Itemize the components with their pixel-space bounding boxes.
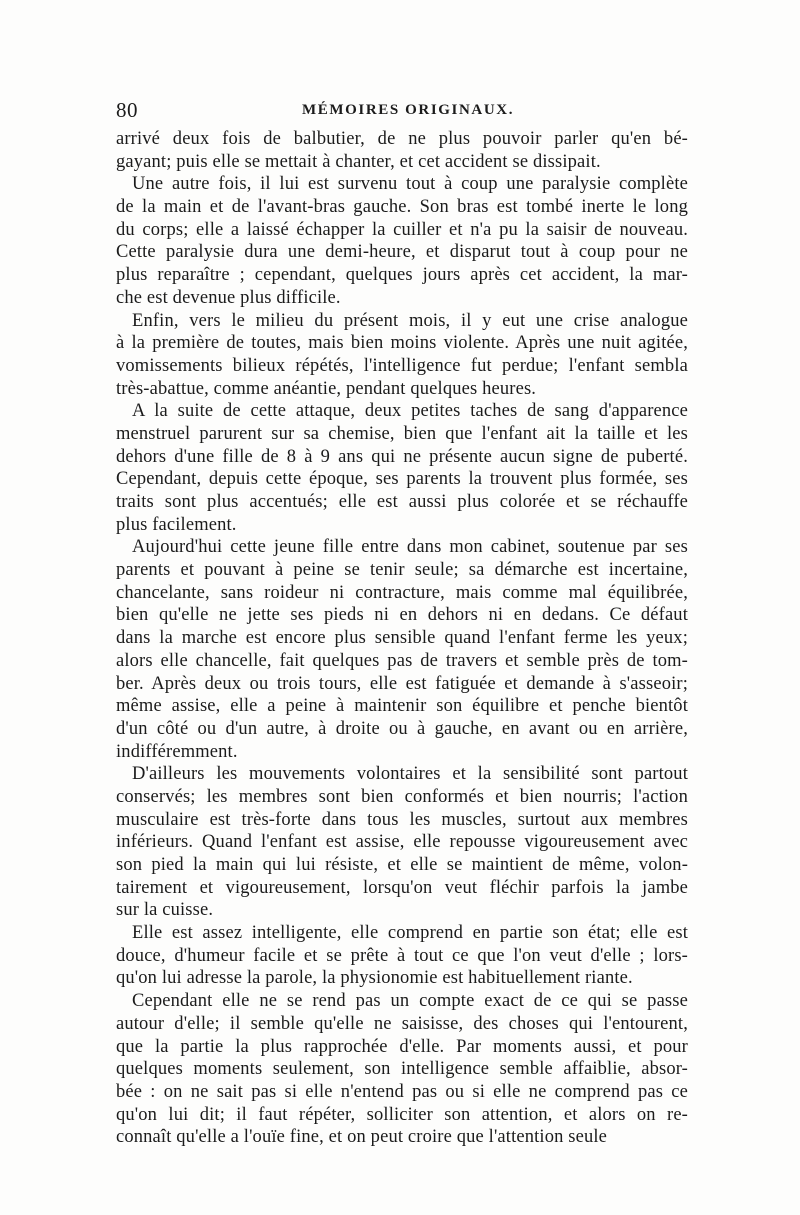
text-line: qu'on lui dit; il faut répéter, solliciter son attention, et alors on re-: [116, 1104, 688, 1125]
text-line: musculaire est très-forte dans tous les muscles, surtout aux membres: [116, 809, 688, 830]
text-line: du corps; elle a laissé échapper la cuiller et n'a pu la saisir de nouveau.: [116, 219, 688, 240]
text-line: inférieurs. Quand l'enfant est assise, elle repousse vigoureusement avec: [116, 832, 688, 853]
paragraph: [116, 400, 688, 536]
paragraph: [116, 922, 688, 990]
text-line: douce, d'humeur facile et se prête à tout ce que l'on veut d'elle ; lors-: [116, 945, 688, 966]
text-line: gayant; puis elle se mettait à chanter, et cet accident se dissipait.: [116, 151, 601, 172]
paragraph: [116, 310, 688, 401]
text-line: à la première de toutes, mais bien moins violente. Après une nuit agitée,: [116, 333, 688, 354]
text-line: Cependant elle ne se rend pas un compte exact de ce qui se passe: [132, 991, 688, 1012]
body-text: [116, 128, 688, 1149]
text-line: A la suite de cette attaque, deux petites taches de sang d'apparence: [132, 401, 688, 422]
text-line: chancelante, sans roideur ni contracture, mais comme mal équilibrée,: [116, 582, 688, 603]
paragraph: [116, 763, 688, 922]
running-head: MÉMOIRES ORIGINAUX.: [302, 102, 515, 118]
page-number: 80: [116, 98, 138, 122]
text-line: Cependant, depuis cette époque, ses parents la trouvent plus formée, ses: [116, 469, 688, 490]
paragraph: [116, 128, 688, 173]
text-line: che est devenue plus difficile.: [116, 287, 341, 308]
paragraph: [116, 173, 688, 309]
text-line: Elle est assez intelligente, elle comprend en partie son état; elle est: [132, 923, 688, 944]
text-line: d'un côté ou d'un autre, à droite ou à gauche, en avant ou en arrière,: [116, 718, 688, 739]
text-line: Enfin, vers le milieu du présent mois, il y eut une crise analogue: [132, 310, 688, 331]
text-line: alors elle chancelle, fait quelques pas de travers et semble près de tom-: [116, 650, 688, 671]
text-line: qu'on lui adresse la parole, la physionomie est habituellement riante.: [116, 968, 633, 989]
text-line: même assise, elle a peine à maintenir son équilibre et penche bientôt: [116, 696, 688, 717]
text-line: sur la cuisse.: [116, 900, 214, 921]
text-line: vomissements bilieux répétés, l'intelligence fut perdue; l'enfant sembla: [116, 355, 688, 376]
text-line: que la partie la plus rapprochée d'elle. Par moments aussi, et pour: [116, 1036, 688, 1057]
text-line: Cette paralysie dura une demi-heure, et disparut tout à coup pour ne: [116, 242, 688, 263]
text-line: Aujourd'hui cette jeune fille entre dans mon cabinet, soutenue par ses: [132, 537, 688, 558]
page-header: [116, 97, 688, 123]
text-line: ber. Après deux ou trois tours, elle est fatiguée et demande à s'asseoir;: [116, 673, 688, 694]
paragraph: [116, 990, 688, 1149]
text-line: menstruel parurent sur sa chemise, bien que l'enfant ait la taille et les: [116, 423, 688, 444]
text-line: de la main et de l'avant-bras gauche. Son bras est tombé inerte le long: [116, 197, 688, 218]
text-line: son pied la main qui lui résiste, et elle se maintient de même, volon-: [116, 855, 688, 875]
text-line: très-abattue, comme anéantie, pendant quelques heures.: [116, 378, 537, 399]
text-line: Une autre fois, il lui est survenu tout à coup une paralysie complète: [132, 174, 688, 195]
text-line: quelques moments seulement, son intelligence semble affaiblie, absor-: [116, 1059, 688, 1080]
text-line: D'ailleurs les mouvements volontaires et la sensibilité sont partout: [132, 764, 688, 785]
text-line: dehors d'une fille de 8 à 9 ans qui ne présente aucun signe de puberté.: [116, 446, 688, 467]
text-line: bien qu'elle ne jette ses pieds ni en dehors ni en dedans. Ce défaut: [116, 605, 688, 626]
text-line: tairement et vigoureusement, lorsqu'on veut fléchir parfois la jambe: [116, 877, 688, 898]
text-line: autour d'elle; il semble qu'elle ne saisisse, des choses qui l'entourent,: [116, 1013, 688, 1034]
text-line: bée : on ne sait pas si elle n'entend pas ou si elle ne comprend pas ce: [116, 1081, 688, 1102]
text-line: connaît qu'elle a l'ouïe fine, et on peut croire que l'attention seule: [116, 1127, 608, 1148]
paragraph: [116, 536, 688, 763]
text-line: plus reparaître ; cependant, quelques jours après cet accident, la mar-: [116, 265, 688, 286]
text-line: indifféremment.: [116, 741, 238, 762]
text-line: plus facilement.: [116, 514, 237, 535]
text-line: traits sont plus accentués; elle est aussi plus colorée et se réchauffe: [116, 492, 688, 512]
text-line: parents et pouvant à peine se tenir seule; sa démarche est incertaine,: [116, 560, 688, 581]
text-line: arrivé deux fois de balbutier, de ne plus pouvoir parler qu'en bé-: [116, 129, 688, 149]
text-line: conservés; les membres sont bien conformés et bien nourris; l'action: [116, 786, 688, 807]
text-line: dans la marche est encore plus sensible quand l'enfant ferme les yeux;: [116, 628, 688, 649]
